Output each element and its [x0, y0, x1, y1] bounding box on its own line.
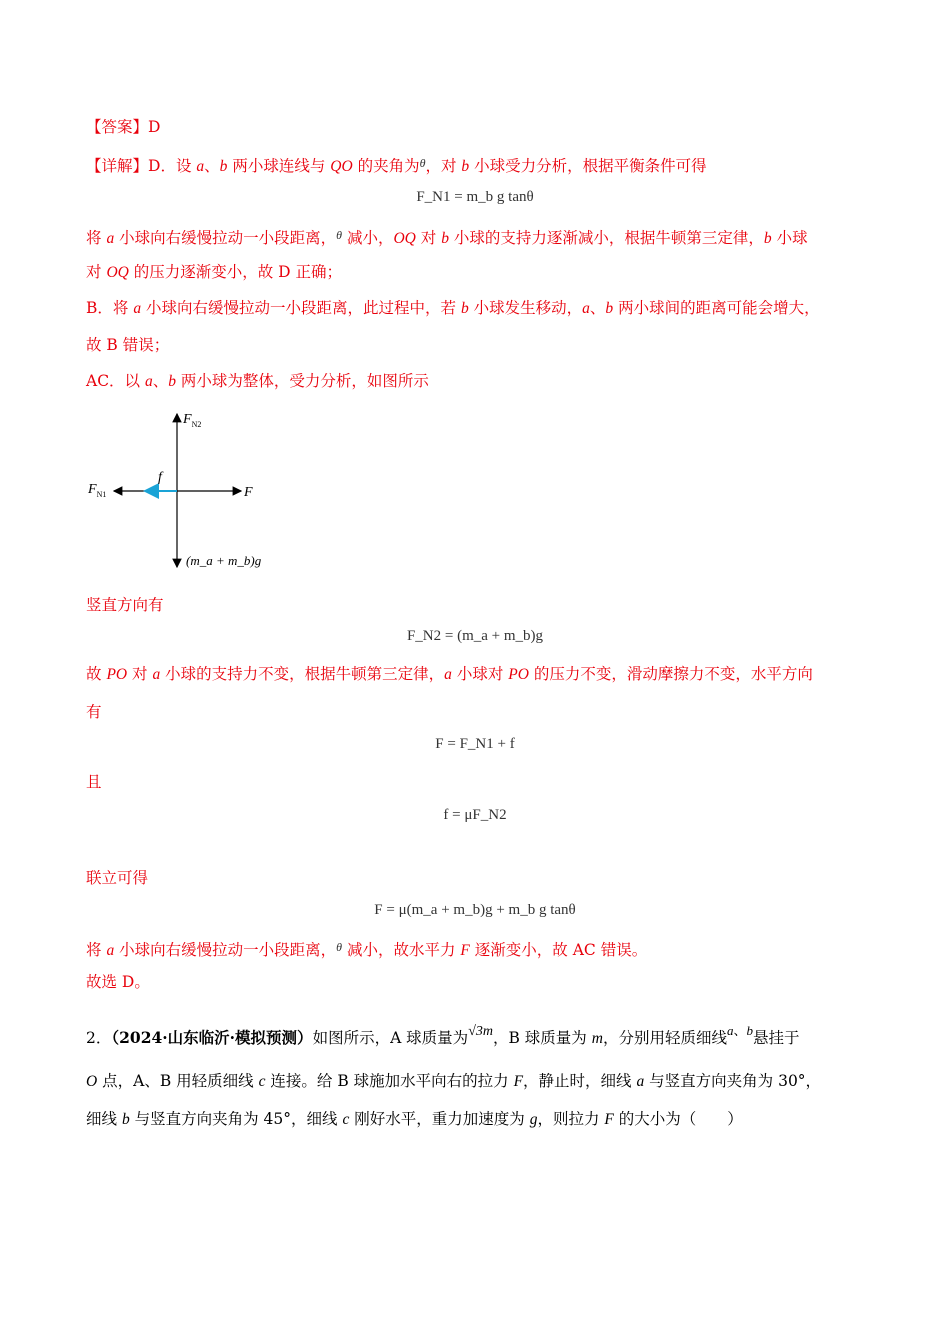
text: ，静止时，细线: [523, 1072, 637, 1090]
answer-label: 【答案】: [86, 118, 149, 136]
question-2-line-3: [86, 1108, 743, 1131]
text: AC．以: [86, 372, 145, 390]
text: 的夹角为: [352, 157, 420, 175]
text: 小球受力分析，根据平衡条件可得: [469, 157, 707, 175]
var: a: [582, 300, 590, 317]
var: a: [106, 230, 115, 247]
equation-text: F_N2 = (m_a + m_b)g: [406, 628, 544, 644]
fn1-label: $F_{N1}$: [88, 482, 107, 499]
text: 、: [733, 1024, 747, 1039]
text: 细线: [86, 1110, 122, 1128]
friction-label: f: [158, 470, 162, 485]
detail-line-5: [86, 334, 169, 356]
answer-line: [86, 116, 160, 138]
var: OQ: [393, 230, 416, 247]
detail-label: 【详解】: [86, 157, 149, 175]
text: 连接。给 B 球施加水平向右的拉力: [265, 1072, 514, 1090]
text: 的压力不变，滑动摩擦力不变，水平方向: [528, 665, 813, 683]
detail-line-4: [86, 297, 820, 320]
question-source: （2024·山东临沂·模拟预测）: [111, 1028, 313, 1047]
text: 有: [86, 703, 102, 721]
text: 小球向右缓慢拉动一小段距离，此过程中，若: [141, 299, 461, 317]
question-number: 2．: [86, 1029, 112, 1047]
var: OQ: [106, 264, 129, 281]
equation-1: [0, 187, 950, 207]
text: 将: [86, 941, 107, 959]
weight-label: (m_a + m_b)g: [186, 553, 262, 568]
var: c: [258, 1073, 266, 1090]
var: b: [219, 158, 228, 175]
text: 故 B 错误；: [86, 336, 170, 354]
var: b: [461, 158, 470, 175]
var: √3m: [468, 1024, 493, 1039]
var: a: [133, 300, 142, 317]
text: 且: [86, 773, 102, 791]
text: 小球向右缓慢拉动一小段距离，: [114, 941, 337, 959]
fn2-label: $F_{N2}$: [183, 412, 202, 429]
text: 两小球连线与: [227, 157, 331, 175]
text: 小球的支持力不变，根据牛顿第三定律，: [160, 665, 445, 683]
text: 故选 D。: [86, 973, 150, 991]
equation-4: [0, 805, 950, 825]
text: 减小，: [342, 229, 394, 247]
text: 对: [86, 263, 107, 281]
text: 小球发生移动，: [468, 299, 583, 317]
text: 的压力逐渐变小，故 D 正确；: [128, 263, 343, 281]
var: O: [86, 1073, 98, 1090]
var: θ: [419, 156, 426, 170]
equation-5: [0, 900, 950, 920]
text: B．将: [86, 299, 134, 317]
var: b: [121, 1111, 130, 1128]
text: 对: [415, 229, 442, 247]
var: PO: [106, 666, 128, 683]
text: 、: [152, 372, 169, 390]
text: 竖直方向有: [86, 596, 164, 614]
equation-text: F_N1 = m_b g tanθ: [416, 189, 534, 205]
text: ，则拉力: [537, 1110, 605, 1128]
var: a: [726, 1023, 734, 1038]
var: a: [144, 373, 153, 390]
text: 联立可得: [86, 869, 149, 887]
text: ，对: [425, 157, 462, 175]
var: F: [604, 1111, 614, 1128]
text: 小球向右缓慢拉动一小段距离，: [114, 229, 337, 247]
text: D．设: [148, 157, 197, 175]
var: a: [636, 1073, 645, 1090]
detail-line-2: [86, 224, 808, 250]
text: 刚好水平，重力加速度为: [349, 1110, 530, 1128]
detail-line-12: [86, 936, 647, 962]
text: 小球对: [451, 665, 509, 683]
var: b: [460, 300, 469, 317]
answer-value: D: [148, 118, 161, 136]
detail-line-9: [86, 701, 102, 723]
text: 故: [86, 665, 107, 683]
detail-line-7: [86, 594, 164, 616]
equation-2: [0, 626, 950, 646]
var: F: [460, 942, 470, 959]
question-2-line-1: [86, 1020, 799, 1050]
force-diagram: [84, 405, 284, 585]
text: 、: [589, 299, 606, 317]
var: m: [591, 1030, 603, 1047]
var: b: [605, 300, 614, 317]
var: θ: [336, 940, 343, 954]
question-2-line-2: [86, 1070, 821, 1093]
text: 、: [204, 157, 220, 175]
var: g: [529, 1111, 538, 1128]
text: 将: [86, 229, 107, 247]
equation-3: [0, 734, 950, 754]
text: 对: [127, 665, 153, 683]
detail-line-6: [86, 370, 429, 393]
var: θ: [336, 228, 343, 242]
equation-text: F = F_N1 + f: [435, 736, 515, 752]
detail-line-11: [86, 867, 148, 889]
var: a: [106, 942, 115, 959]
text: ，B 球质量为: [492, 1029, 592, 1047]
var: b: [746, 1023, 753, 1038]
var: b: [441, 230, 449, 247]
text: 两小球间的距离可能会增大，: [613, 299, 820, 317]
var: PO: [508, 666, 529, 683]
text: ，分别用轻质细线: [602, 1029, 727, 1047]
equation-text: f = μF_N2: [443, 807, 507, 823]
var: a: [444, 666, 452, 683]
text: 两小球为整体，受力分析，如图所示: [176, 372, 429, 390]
detail-line-10: [86, 771, 102, 793]
var: b: [763, 230, 772, 247]
text: 减小，故水平力: [342, 941, 461, 959]
var: a: [152, 666, 161, 683]
detail-line-8: [86, 663, 813, 686]
text: 逐渐变小，故 AC 错误。: [469, 941, 648, 959]
f-label: F: [244, 485, 253, 500]
text: 点，A、B 用轻质细线: [97, 1072, 259, 1090]
var: F: [513, 1073, 524, 1090]
text: 的大小为（ ）: [613, 1110, 743, 1128]
var: a: [196, 158, 205, 175]
text: 如图所示，A 球质量为: [312, 1029, 469, 1047]
var: c: [342, 1111, 350, 1128]
detail-line-1: [86, 152, 707, 178]
detail-line-13: [86, 971, 150, 993]
text: 与竖直方向夹角为 45°，细线: [129, 1110, 343, 1128]
detail-line-3: [86, 261, 342, 284]
var: QO: [330, 158, 353, 175]
text: 小球的支持力逐渐减小，根据牛顿第三定律，: [448, 229, 764, 247]
text: 小球: [771, 229, 808, 247]
var: b: [168, 373, 176, 390]
text: 与竖直方向夹角为 30°，: [644, 1072, 822, 1090]
equation-text: F = μ(m_a + m_b)g + m_b g tanθ: [374, 902, 576, 918]
text: 悬挂于: [752, 1029, 800, 1047]
